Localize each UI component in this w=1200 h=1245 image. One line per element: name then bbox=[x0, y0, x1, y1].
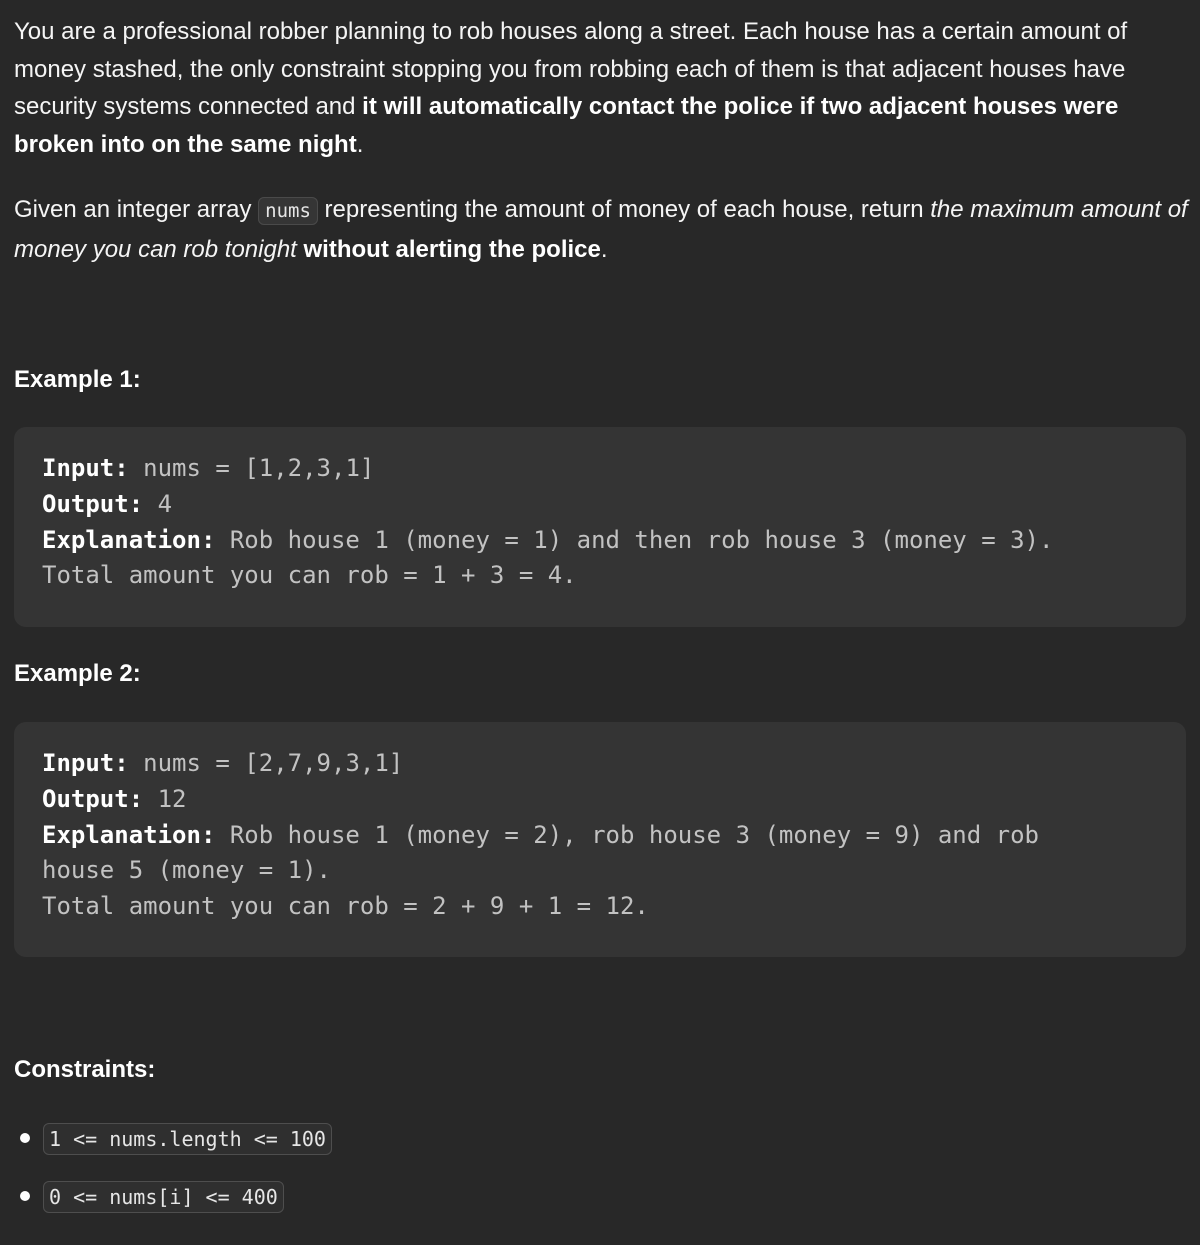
description-text: You are a professional robber planning to rob houses along a street. Each house has a certain amount of money stashed, the only constraint stopping you from robbing each of them is that adjacent houses have security systems connected and bbox=[14, 18, 1128, 120]
example-2-codeblock bbox=[14, 722, 1186, 957]
explanation-text: Rob house 1 (money = 2), rob house 3 (money = 9) and rob bbox=[215, 820, 1039, 849]
output-label: Output: bbox=[42, 489, 144, 518]
example-2-title: Example 2: bbox=[14, 660, 141, 687]
bullet-icon bbox=[20, 1191, 30, 1201]
output-value: 4 bbox=[143, 489, 173, 518]
constraint-item bbox=[14, 1181, 332, 1239]
input-value: nums = [1,2,3,1] bbox=[128, 454, 375, 482]
description-period: . bbox=[356, 130, 364, 158]
task-bold-text: without alerting the police bbox=[303, 235, 601, 263]
nums-inline-code: nums bbox=[258, 197, 318, 225]
explanation-text: Rob house 1 (money = 1) and then rob house 3 (money = 3). bbox=[215, 525, 1054, 554]
example-1-explanation-line bbox=[42, 523, 1158, 559]
example-1-output-line bbox=[42, 487, 1158, 523]
problem-description bbox=[14, 13, 1189, 163]
output-label: Output: bbox=[42, 784, 144, 813]
input-label: Input: bbox=[42, 749, 129, 777]
example-2-explanation-cont-line: house 5 (money = 1). bbox=[42, 856, 331, 885]
description-bold-text: it will automatically contact the police if two adjacent houses were broken into on the same night bbox=[14, 93, 1119, 158]
task-text-2: representing the amount of money of each house, return bbox=[317, 196, 931, 223]
constraints-title: Constraints: bbox=[14, 1056, 156, 1083]
example-2-explanation-line bbox=[42, 818, 1158, 854]
example-1-title: Example 1: bbox=[14, 366, 141, 393]
example-1-input-line bbox=[42, 451, 1158, 487]
explanation-label: Explanation: bbox=[42, 525, 216, 554]
input-value: nums = [2,7,9,3,1] bbox=[128, 749, 404, 777]
constraint-item bbox=[14, 1123, 332, 1181]
example-2-output-line bbox=[42, 782, 1158, 818]
problem-task bbox=[14, 191, 1189, 268]
output-value: 12 bbox=[143, 784, 187, 813]
example-2-total-line: Total amount you can rob = 2 + 9 + 1 = 12. bbox=[42, 892, 649, 921]
task-period: . bbox=[600, 235, 608, 263]
task-text: Given an integer array bbox=[14, 196, 259, 223]
example-1-codeblock bbox=[14, 427, 1186, 627]
bullet-icon bbox=[20, 1133, 30, 1143]
example-2-input-line bbox=[42, 746, 1158, 782]
task-italic-text: the maximum amount of money you can rob tonight bbox=[14, 196, 1188, 263]
example-1-total-line: Total amount you can rob = 1 + 3 = 4. bbox=[42, 561, 577, 590]
input-label: Input: bbox=[42, 454, 129, 482]
explanation-label: Explanation: bbox=[42, 820, 216, 849]
constraint-code: 0 <= nums[i] <= 400 bbox=[43, 1181, 284, 1213]
constraints-list bbox=[14, 1123, 332, 1239]
constraint-code: 1 <= nums.length <= 100 bbox=[43, 1123, 332, 1155]
